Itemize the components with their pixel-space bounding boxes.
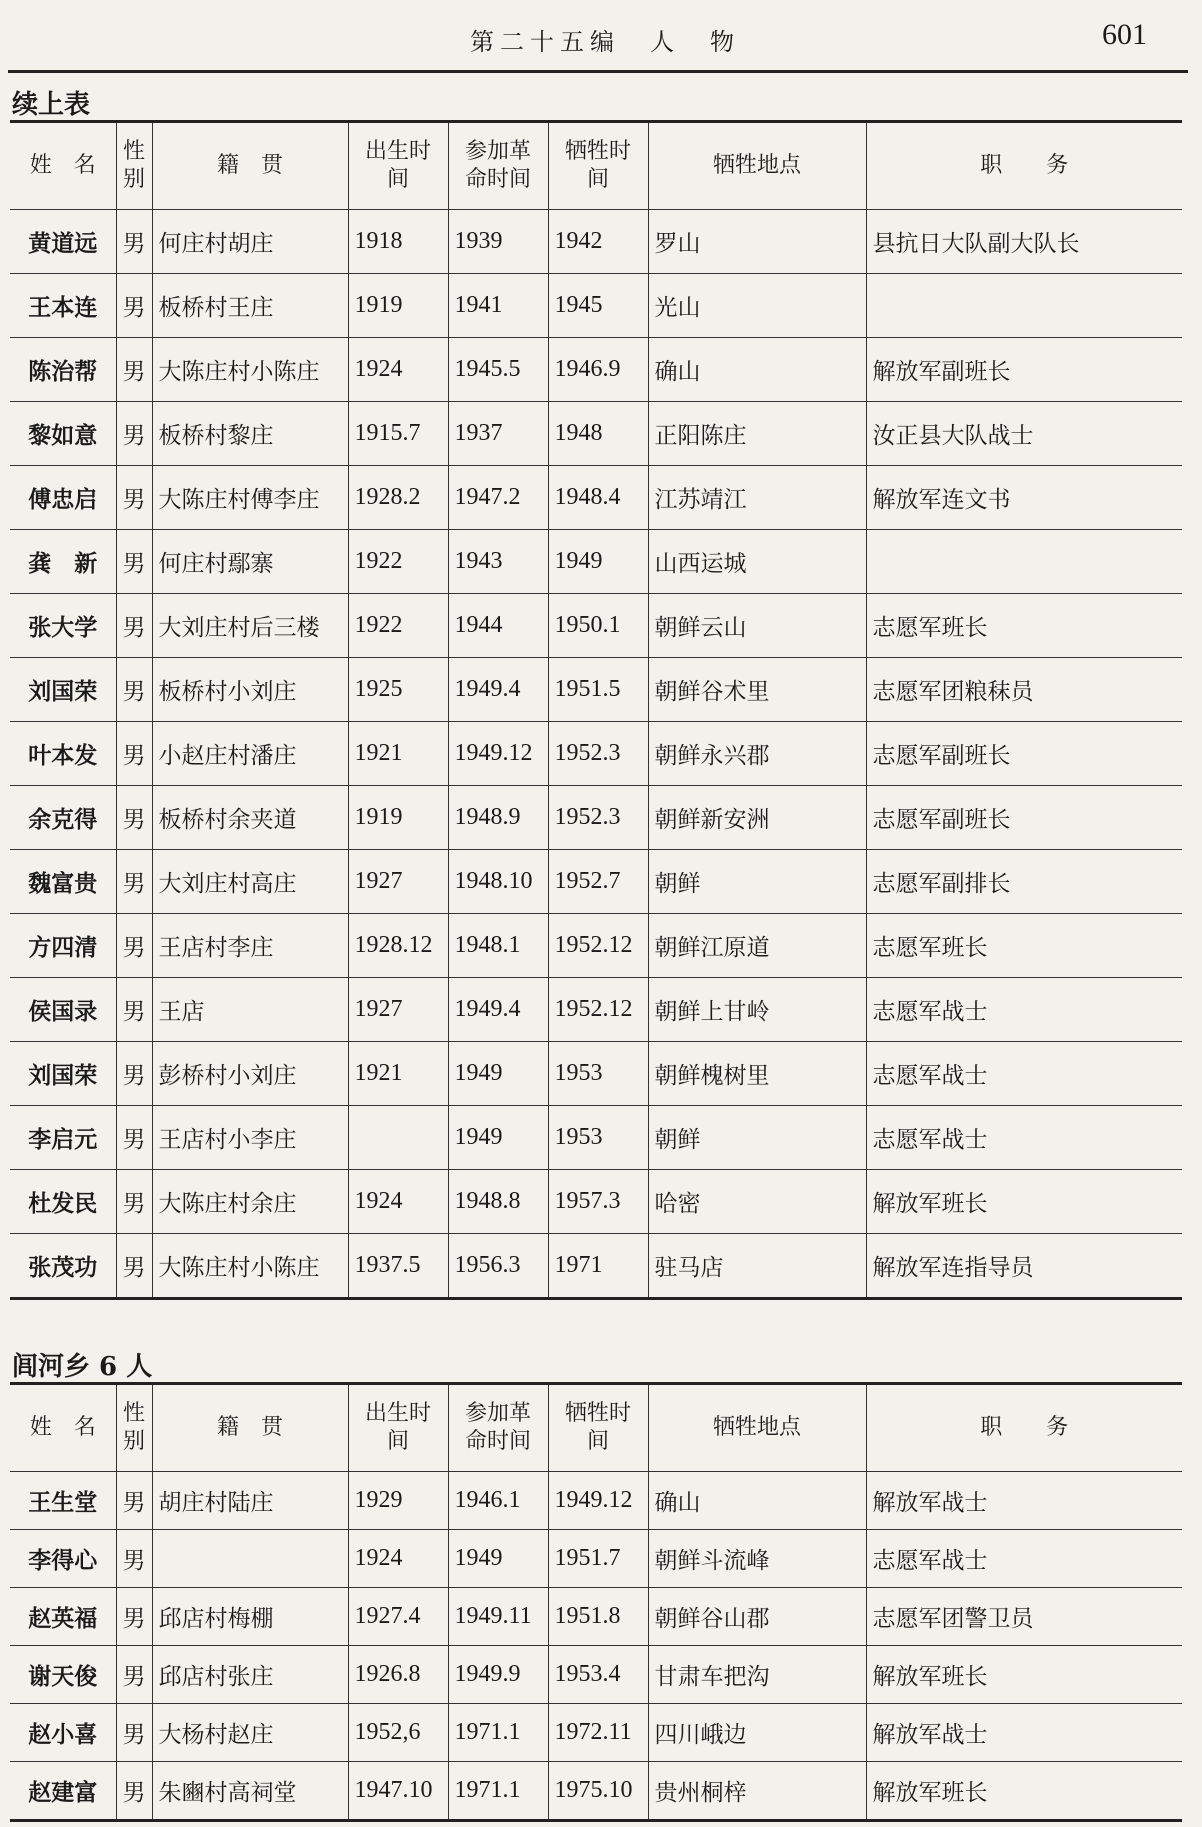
cell-joined-date: 1948.8 [448,1170,548,1234]
cell-position: 志愿军战士 [866,1042,1182,1106]
cell-death-date: 1951.8 [548,1588,648,1646]
cell-death-place: 朝鲜斗流峰 [648,1530,866,1588]
cell-joined-date: 1937 [448,402,548,466]
cell-native-place: 大刘庄村高庄 [152,850,348,914]
cell-name: 方四清 [10,914,116,978]
cell-sex: 男 [116,530,152,594]
cell-position: 志愿军战士 [866,1106,1182,1170]
cell-native-place: 朱豳村高祠堂 [152,1762,348,1821]
cell-joined-date: 1948.9 [448,786,548,850]
cell-birth-date: 1918 [348,210,448,274]
cell-death-place: 朝鲜江原道 [648,914,866,978]
cell-sex: 男 [116,1762,152,1821]
cell-death-date: 1971 [548,1234,648,1299]
table-row [10,1042,1182,1106]
cell-sex: 男 [116,1646,152,1704]
cell-native-place: 板桥村小刘庄 [152,658,348,722]
cell-sex: 男 [116,1106,152,1170]
table2-caption: 闾河乡 6 人 [12,1352,153,1382]
cell-sex: 男 [116,978,152,1042]
table-row [10,1704,1182,1762]
yanhe-township-table [10,1382,1182,1822]
cell-joined-date: 1947.2 [448,466,548,530]
table-row [10,338,1182,402]
cell-joined-date: 1946.1 [448,1472,548,1530]
table-row [10,1588,1182,1646]
cell-native-place: 王店村小李庄 [152,1106,348,1170]
cell-name: 黄道远 [10,210,116,274]
column-header-name: 姓 名 [10,1384,116,1472]
table-row [10,850,1182,914]
cell-name: 魏富贵 [10,850,116,914]
cell-name: 叶本发 [10,722,116,786]
cell-death-place: 哈密 [648,1170,866,1234]
cell-joined-date: 1949.4 [448,978,548,1042]
cell-death-date: 1952.12 [548,914,648,978]
cell-native-place: 大刘庄村后三楼 [152,594,348,658]
cell-position: 解放军班长 [866,1170,1182,1234]
cell-death-date: 1957.3 [548,1170,648,1234]
cell-native-place: 小赵庄村潘庄 [152,722,348,786]
cell-death-date: 1952.3 [548,722,648,786]
cell-joined-date: 1949 [448,1042,548,1106]
cell-sex: 男 [116,402,152,466]
cell-death-date: 1948.4 [548,466,648,530]
cell-sex: 男 [116,1704,152,1762]
cell-birth-date: 1928.12 [348,914,448,978]
cell-joined-date: 1971.1 [448,1704,548,1762]
cell-joined-date: 1949.4 [448,658,548,722]
column-header-position: 职 务 [866,122,1182,210]
column-header-position: 职 务 [866,1384,1182,1472]
cell-joined-date: 1948.1 [448,914,548,978]
cell-position: 志愿军团粮秣员 [866,658,1182,722]
cell-death-date: 1953.4 [548,1646,648,1704]
cell-position: 志愿军副班长 [866,786,1182,850]
cell-native-place: 何庄村鄢寨 [152,530,348,594]
cell-position: 解放军战士 [866,1704,1182,1762]
cell-death-place: 朝鲜新安洲 [648,786,866,850]
cell-name: 赵小喜 [10,1704,116,1762]
cell-native-place: 何庄村胡庄 [152,210,348,274]
cell-death-date: 1950.1 [548,594,648,658]
cell-death-place: 朝鲜槐树里 [648,1042,866,1106]
cell-death-place: 贵州桐梓 [648,1762,866,1821]
cell-joined-date: 1949.12 [448,722,548,786]
cell-native-place: 胡庄村陆庄 [152,1472,348,1530]
cell-name: 龚 新 [10,530,116,594]
cell-position: 汝正县大队战士 [866,402,1182,466]
table-row [10,402,1182,466]
cell-name: 王本连 [10,274,116,338]
cell-birth-date: 1924 [348,338,448,402]
table-header-row [10,122,1182,210]
table1-caption: 续上表 [12,90,91,120]
cell-position: 解放军副班长 [866,338,1182,402]
cell-name: 侯国录 [10,978,116,1042]
column-header-death-place: 牺牲地点 [648,122,866,210]
cell-name: 陈治帮 [10,338,116,402]
cell-name: 刘国荣 [10,1042,116,1106]
table-row [10,210,1182,274]
cell-sex: 男 [116,338,152,402]
cell-birth-date: 1947.10 [348,1762,448,1821]
cell-name: 王生堂 [10,1472,116,1530]
cell-sex: 男 [116,1234,152,1299]
table-row [10,1472,1182,1530]
cell-death-date: 1952.3 [548,786,648,850]
cell-birth-date: 1915.7 [348,402,448,466]
cell-death-date: 1952.12 [548,978,648,1042]
cell-joined-date: 1948.10 [448,850,548,914]
cell-position: 解放军班长 [866,1762,1182,1821]
cell-name: 余克得 [10,786,116,850]
table-row [10,530,1182,594]
cell-death-place: 确山 [648,1472,866,1530]
cell-native-place: 大陈庄村余庄 [152,1170,348,1234]
cell-death-place: 朝鲜 [648,1106,866,1170]
cell-death-date: 1953 [548,1106,648,1170]
cell-death-place: 朝鲜上甘岭 [648,978,866,1042]
cell-native-place: 邱店村梅棚 [152,1588,348,1646]
table-row [10,658,1182,722]
cell-death-place: 光山 [648,274,866,338]
cell-birth-date: 1928.2 [348,466,448,530]
cell-position: 志愿军战士 [866,1530,1182,1588]
cell-sex: 男 [116,274,152,338]
cell-death-date: 1949 [548,530,648,594]
cell-birth-date: 1929 [348,1472,448,1530]
table-row [10,274,1182,338]
cell-position [866,530,1182,594]
cell-death-place: 朝鲜 [648,850,866,914]
martyrs-table-continued [10,120,1182,1300]
cell-native-place: 大陈庄村傅李庄 [152,466,348,530]
cell-birth-date: 1921 [348,722,448,786]
cell-name: 张茂功 [10,1234,116,1299]
cell-birth-date: 1925 [348,658,448,722]
page-number: 601 [1102,18,1147,51]
column-header-sex: 性别 [116,122,152,210]
cell-native-place: 大陈庄村小陈庄 [152,338,348,402]
cell-birth-date: 1919 [348,274,448,338]
cell-death-date: 1945 [548,274,648,338]
cell-sex: 男 [116,1530,152,1588]
cell-death-place: 朝鲜谷山郡 [648,1588,866,1646]
table-row [10,722,1182,786]
cell-death-place: 四川峨边 [648,1704,866,1762]
cell-death-date: 1951.7 [548,1530,648,1588]
cell-name: 刘国荣 [10,658,116,722]
cell-name: 李启元 [10,1106,116,1170]
cell-death-date: 1972.11 [548,1704,648,1762]
cell-joined-date: 1944 [448,594,548,658]
column-header-joined-date: 参加革命时间 [448,1384,548,1472]
cell-joined-date: 1949.11 [448,1588,548,1646]
cell-sex: 男 [116,210,152,274]
cell-sex: 男 [116,914,152,978]
table-row [10,1646,1182,1704]
table-row [10,978,1182,1042]
cell-joined-date: 1941 [448,274,548,338]
cell-position: 志愿军班长 [866,914,1182,978]
cell-birth-date: 1937.5 [348,1234,448,1299]
cell-death-place: 山西运城 [648,530,866,594]
cell-position: 志愿军副班长 [866,722,1182,786]
cell-name: 李得心 [10,1530,116,1588]
column-header-joined-date: 参加革命时间 [448,122,548,210]
cell-sex: 男 [116,722,152,786]
column-header-death-date: 牺牲时间 [548,1384,648,1472]
cell-native-place: 板桥村余夹道 [152,786,348,850]
cell-joined-date: 1949 [448,1530,548,1588]
cell-name: 黎如意 [10,402,116,466]
cell-position: 县抗日大队副大队长 [866,210,1182,274]
cell-native-place: 王店 [152,978,348,1042]
column-header-native-place: 籍 贯 [152,122,348,210]
cell-position: 解放军连文书 [866,466,1182,530]
cell-joined-date: 1939 [448,210,548,274]
table-row [10,786,1182,850]
table-header-row [10,1384,1182,1472]
cell-death-date: 1951.5 [548,658,648,722]
cell-joined-date: 1971.1 [448,1762,548,1821]
cell-death-date: 1948 [548,402,648,466]
column-header-name: 姓 名 [10,122,116,210]
cell-death-place: 确山 [648,338,866,402]
column-header-sex: 性别 [116,1384,152,1472]
column-header-birth-date: 出生时间 [348,1384,448,1472]
cell-death-date: 1975.10 [548,1762,648,1821]
cell-native-place [152,1530,348,1588]
cell-native-place: 王店村李庄 [152,914,348,978]
cell-native-place: 板桥村黎庄 [152,402,348,466]
cell-sex: 男 [116,1472,152,1530]
cell-birth-date: 1952,6 [348,1704,448,1762]
running-header: 第二十五编 人 物 [470,28,740,56]
cell-position: 解放军战士 [866,1472,1182,1530]
cell-sex: 男 [116,466,152,530]
table-row [10,1234,1182,1299]
column-header-death-date: 牺牲时间 [548,122,648,210]
cell-sex: 男 [116,850,152,914]
cell-native-place: 邱店村张庄 [152,1646,348,1704]
header-rule [8,70,1188,73]
cell-name: 赵英福 [10,1588,116,1646]
cell-native-place: 大杨村赵庄 [152,1704,348,1762]
cell-position: 解放军班长 [866,1646,1182,1704]
cell-position [866,274,1182,338]
cell-joined-date: 1945.5 [448,338,548,402]
cell-birth-date: 1927.4 [348,1588,448,1646]
column-header-death-place: 牺牲地点 [648,1384,866,1472]
cell-birth-date: 1927 [348,850,448,914]
cell-death-place: 朝鲜谷术里 [648,658,866,722]
cell-death-place: 正阳陈庄 [648,402,866,466]
column-header-birth-date: 出生时间 [348,122,448,210]
cell-position: 志愿军班长 [866,594,1182,658]
column-header-native-place: 籍 贯 [152,1384,348,1472]
cell-sex: 男 [116,594,152,658]
cell-joined-date: 1943 [448,530,548,594]
table-row [10,1170,1182,1234]
cell-death-date: 1942 [548,210,648,274]
table-row [10,1530,1182,1588]
cell-native-place: 彭桥村小刘庄 [152,1042,348,1106]
cell-birth-date: 1926.8 [348,1646,448,1704]
cell-name: 赵建富 [10,1762,116,1821]
table-row [10,914,1182,978]
cell-name: 杜发民 [10,1170,116,1234]
cell-birth-date: 1924 [348,1530,448,1588]
cell-sex: 男 [116,658,152,722]
cell-birth-date: 1921 [348,1042,448,1106]
cell-birth-date [348,1106,448,1170]
cell-name: 谢天俊 [10,1646,116,1704]
cell-position: 志愿军副排长 [866,850,1182,914]
cell-death-place: 罗山 [648,210,866,274]
table-row [10,466,1182,530]
cell-joined-date: 1956.3 [448,1234,548,1299]
table-row [10,594,1182,658]
cell-death-date: 1949.12 [548,1472,648,1530]
cell-joined-date: 1949.9 [448,1646,548,1704]
cell-death-place: 甘肃车把沟 [648,1646,866,1704]
cell-birth-date: 1924 [348,1170,448,1234]
cell-name: 张大学 [10,594,116,658]
cell-death-date: 1946.9 [548,338,648,402]
cell-name: 傅忠启 [10,466,116,530]
cell-sex: 男 [116,1170,152,1234]
cell-death-place: 江苏靖江 [648,466,866,530]
cell-death-place: 朝鲜云山 [648,594,866,658]
cell-sex: 男 [116,786,152,850]
cell-sex: 男 [116,1042,152,1106]
cell-native-place: 大陈庄村小陈庄 [152,1234,348,1299]
cell-native-place: 板桥村王庄 [152,274,348,338]
cell-position: 志愿军战士 [866,978,1182,1042]
cell-birth-date: 1919 [348,786,448,850]
cell-birth-date: 1927 [348,978,448,1042]
cell-birth-date: 1922 [348,530,448,594]
cell-position: 解放军连指导员 [866,1234,1182,1299]
cell-joined-date: 1949 [448,1106,548,1170]
cell-death-place: 驻马店 [648,1234,866,1299]
cell-sex: 男 [116,1588,152,1646]
table-row [10,1106,1182,1170]
table-row [10,1762,1182,1821]
cell-death-place: 朝鲜永兴郡 [648,722,866,786]
cell-death-date: 1952.7 [548,850,648,914]
cell-position: 志愿军团警卫员 [866,1588,1182,1646]
cell-birth-date: 1922 [348,594,448,658]
cell-death-date: 1953 [548,1042,648,1106]
